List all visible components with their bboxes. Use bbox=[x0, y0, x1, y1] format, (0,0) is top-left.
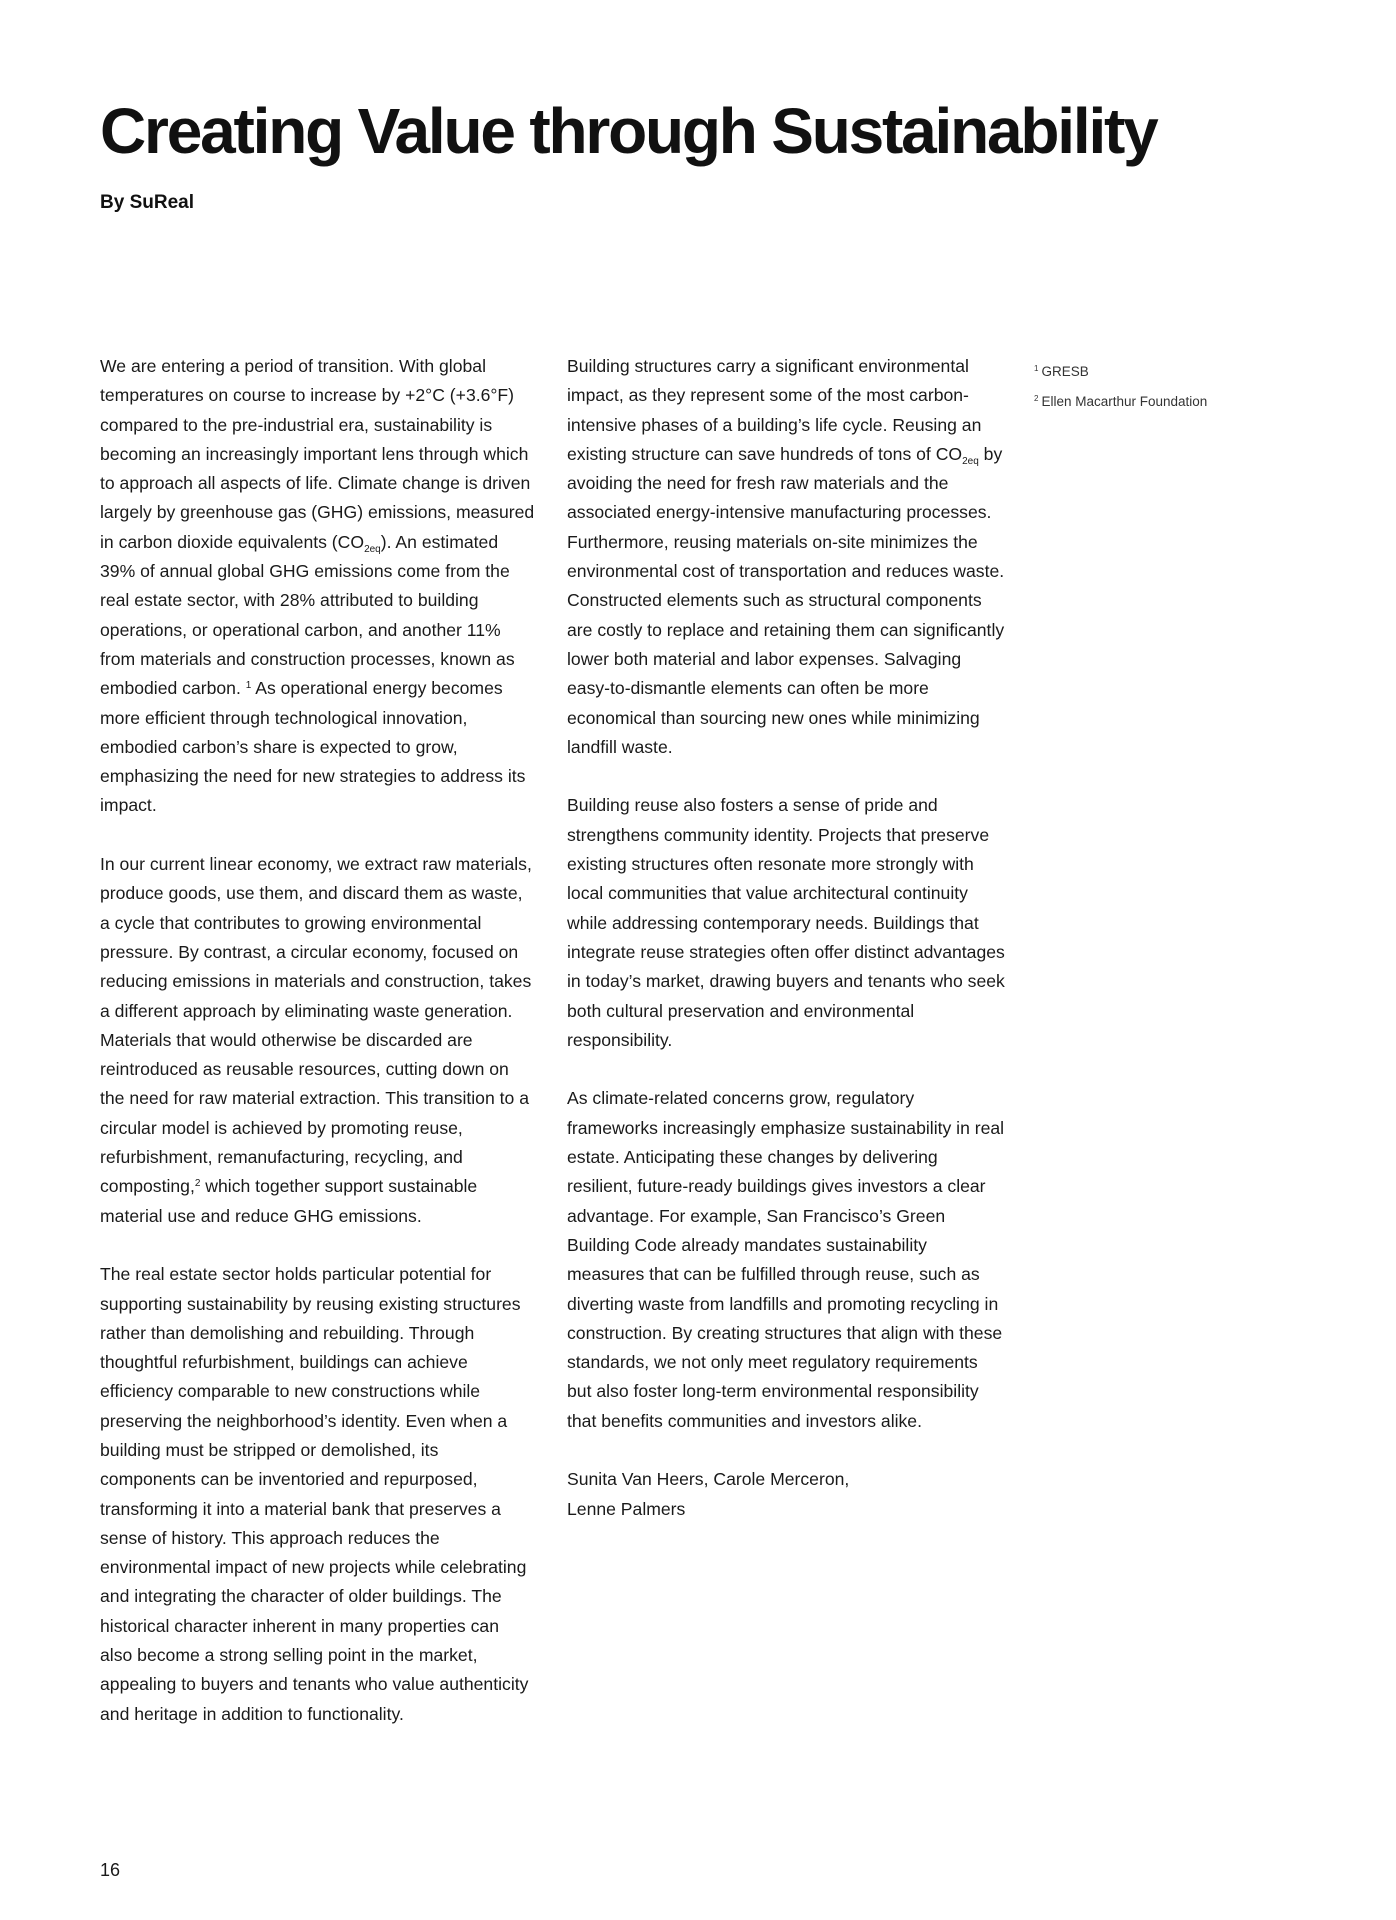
paragraph-text: by avoiding the need for fresh raw materials and the associated energy-intensive manufacturing processes. Furthermore, reusing materials on-site minimizes the environmental cost of transportation and reduces waste. Constructed elements such as structural components are costly to replace and retaining them can significantly lower both material and labor expenses. Salvaging easy-to-dismantle elements can often be more economical than sourcing new ones while minimizing landfill waste. bbox=[567, 443, 1005, 757]
footnote-ref: 2 bbox=[194, 1178, 201, 1190]
paragraph: The real estate sector holds particular potential for supporting sustainability by reusing existing structures rather than demolishing and rebuilding. Through thoughtful refurbishment, buildings can achieve efficiency comparable to new constructions while preserving the neighborhood’s identity. Even when a building must be stripped or demolished, its components can be inventoried and repurposed, transforming it into a material bank that preserves a sense of history. This approach reduces the environmental impact of new projects while celebrating and integrating the character of older buildings. The historical character inherent in many properties can also become a strong selling point in the market, appealing to buyers and tenants who value authenticity and heritage in addition to functionality. bbox=[100, 1264, 529, 1724]
paragraph: Building reuse also fosters a sense of pride and strengthens community identity. Projects that preserve existing structures often resonate more strongly with local communities that value architectural continuity while addressing contemporary needs. Buildings that integrate reuse strategies often offer distinct advantages in today’s market, drawing buyers and tenants who seek both cultural preservation and environmental responsibility. bbox=[567, 795, 1005, 1050]
left-column bbox=[100, 352, 536, 1758]
byline: By SuReal bbox=[100, 192, 194, 213]
paragraph-text: As operational energy becomes more efficient through technological innovation, embodied carbon’s share is expected to grow, emphasizing the need for new strategies to address its impact. bbox=[100, 678, 526, 816]
middle-column bbox=[567, 352, 1007, 1553]
paragraph-text: We are entering a period of transition. With global temperatures on course to increase by +2°C (+3.6°F) compared to the pre-industrial era, sustainability is becoming an increasingly important lens through which to approach all aspects of life. Climate change is driven largely by greenhouse gas (GHG) emissions, measured in carbon dioxide equivalents (CO bbox=[100, 356, 535, 552]
footnote-ref: 1 bbox=[245, 680, 252, 692]
footnote-mark: 2 bbox=[1034, 394, 1039, 403]
paragraph bbox=[567, 352, 1007, 762]
paragraph-text: ). An estimated 39% of annual global GHG emissions come from the real estate sector, with 28% attributed to building operations, or operational carbon, and another 11% from materials and construction processes, known as embodied carbon. bbox=[100, 531, 515, 699]
footnote-text: Ellen Macarthur Foundation bbox=[1041, 394, 1208, 409]
footnotes bbox=[1034, 357, 1294, 417]
paragraph-text: In our current linear economy, we extract raw materials, produce goods, use them, and discard them as waste, a cycle that contributes to growing environmental pressure. By contrast, a circular economy, focused on reducing emissions in materials and construction, takes a different approach by eliminating waste generation. Materials that would otherwise be discarded are reintroduced as reusable resources, cutting down on the need for raw material extraction. This transition to a circular model is achieved by promoting reuse, refurbishment, remanufacturing, recycling, and composting, bbox=[100, 854, 532, 1197]
footnote-mark: 1 bbox=[1034, 364, 1039, 373]
paragraph-text: Building structures carry a significant environmental impact, as they represent some of the most carbon-intensive phases of a building’s life cycle. Reusing an existing structure can save hundreds of tons of CO bbox=[567, 356, 982, 464]
authors-line: Sunita Van Heers, Carole Merceron, bbox=[567, 1469, 850, 1490]
subscript: 2eq bbox=[364, 543, 381, 555]
article-title: Creating Value through Sustainability bbox=[100, 95, 1157, 167]
page-number: 16 bbox=[100, 1860, 121, 1880]
authors bbox=[567, 1465, 1007, 1524]
paragraph bbox=[100, 352, 536, 821]
subscript: 2eq bbox=[962, 455, 979, 467]
footnote-item bbox=[1034, 357, 1294, 387]
footnote-item bbox=[1034, 387, 1294, 417]
paragraph bbox=[100, 850, 536, 1231]
paragraph: As climate-related concerns grow, regulatory frameworks increasingly emphasize sustainability in real estate. Anticipating these changes by delivering resilient, future-ready buildings gives investors a clear advantage. For example, San Francisco’s Green Building Code already mandates sustainability measures that can be fulfilled through reuse, such as diverting waste from landfills and promoting recycling in construction. By creating structures that align with these standards, we not only meet regulatory requirements but also foster long-term environmental responsibility that benefits communities and investors alike. bbox=[567, 1088, 1005, 1431]
authors-line: Lenne Palmers bbox=[567, 1498, 686, 1519]
footnote-text: GRESB bbox=[1041, 364, 1089, 379]
paragraph-text: which together support sustainable material use and reduce GHG emissions. bbox=[100, 1176, 478, 1226]
